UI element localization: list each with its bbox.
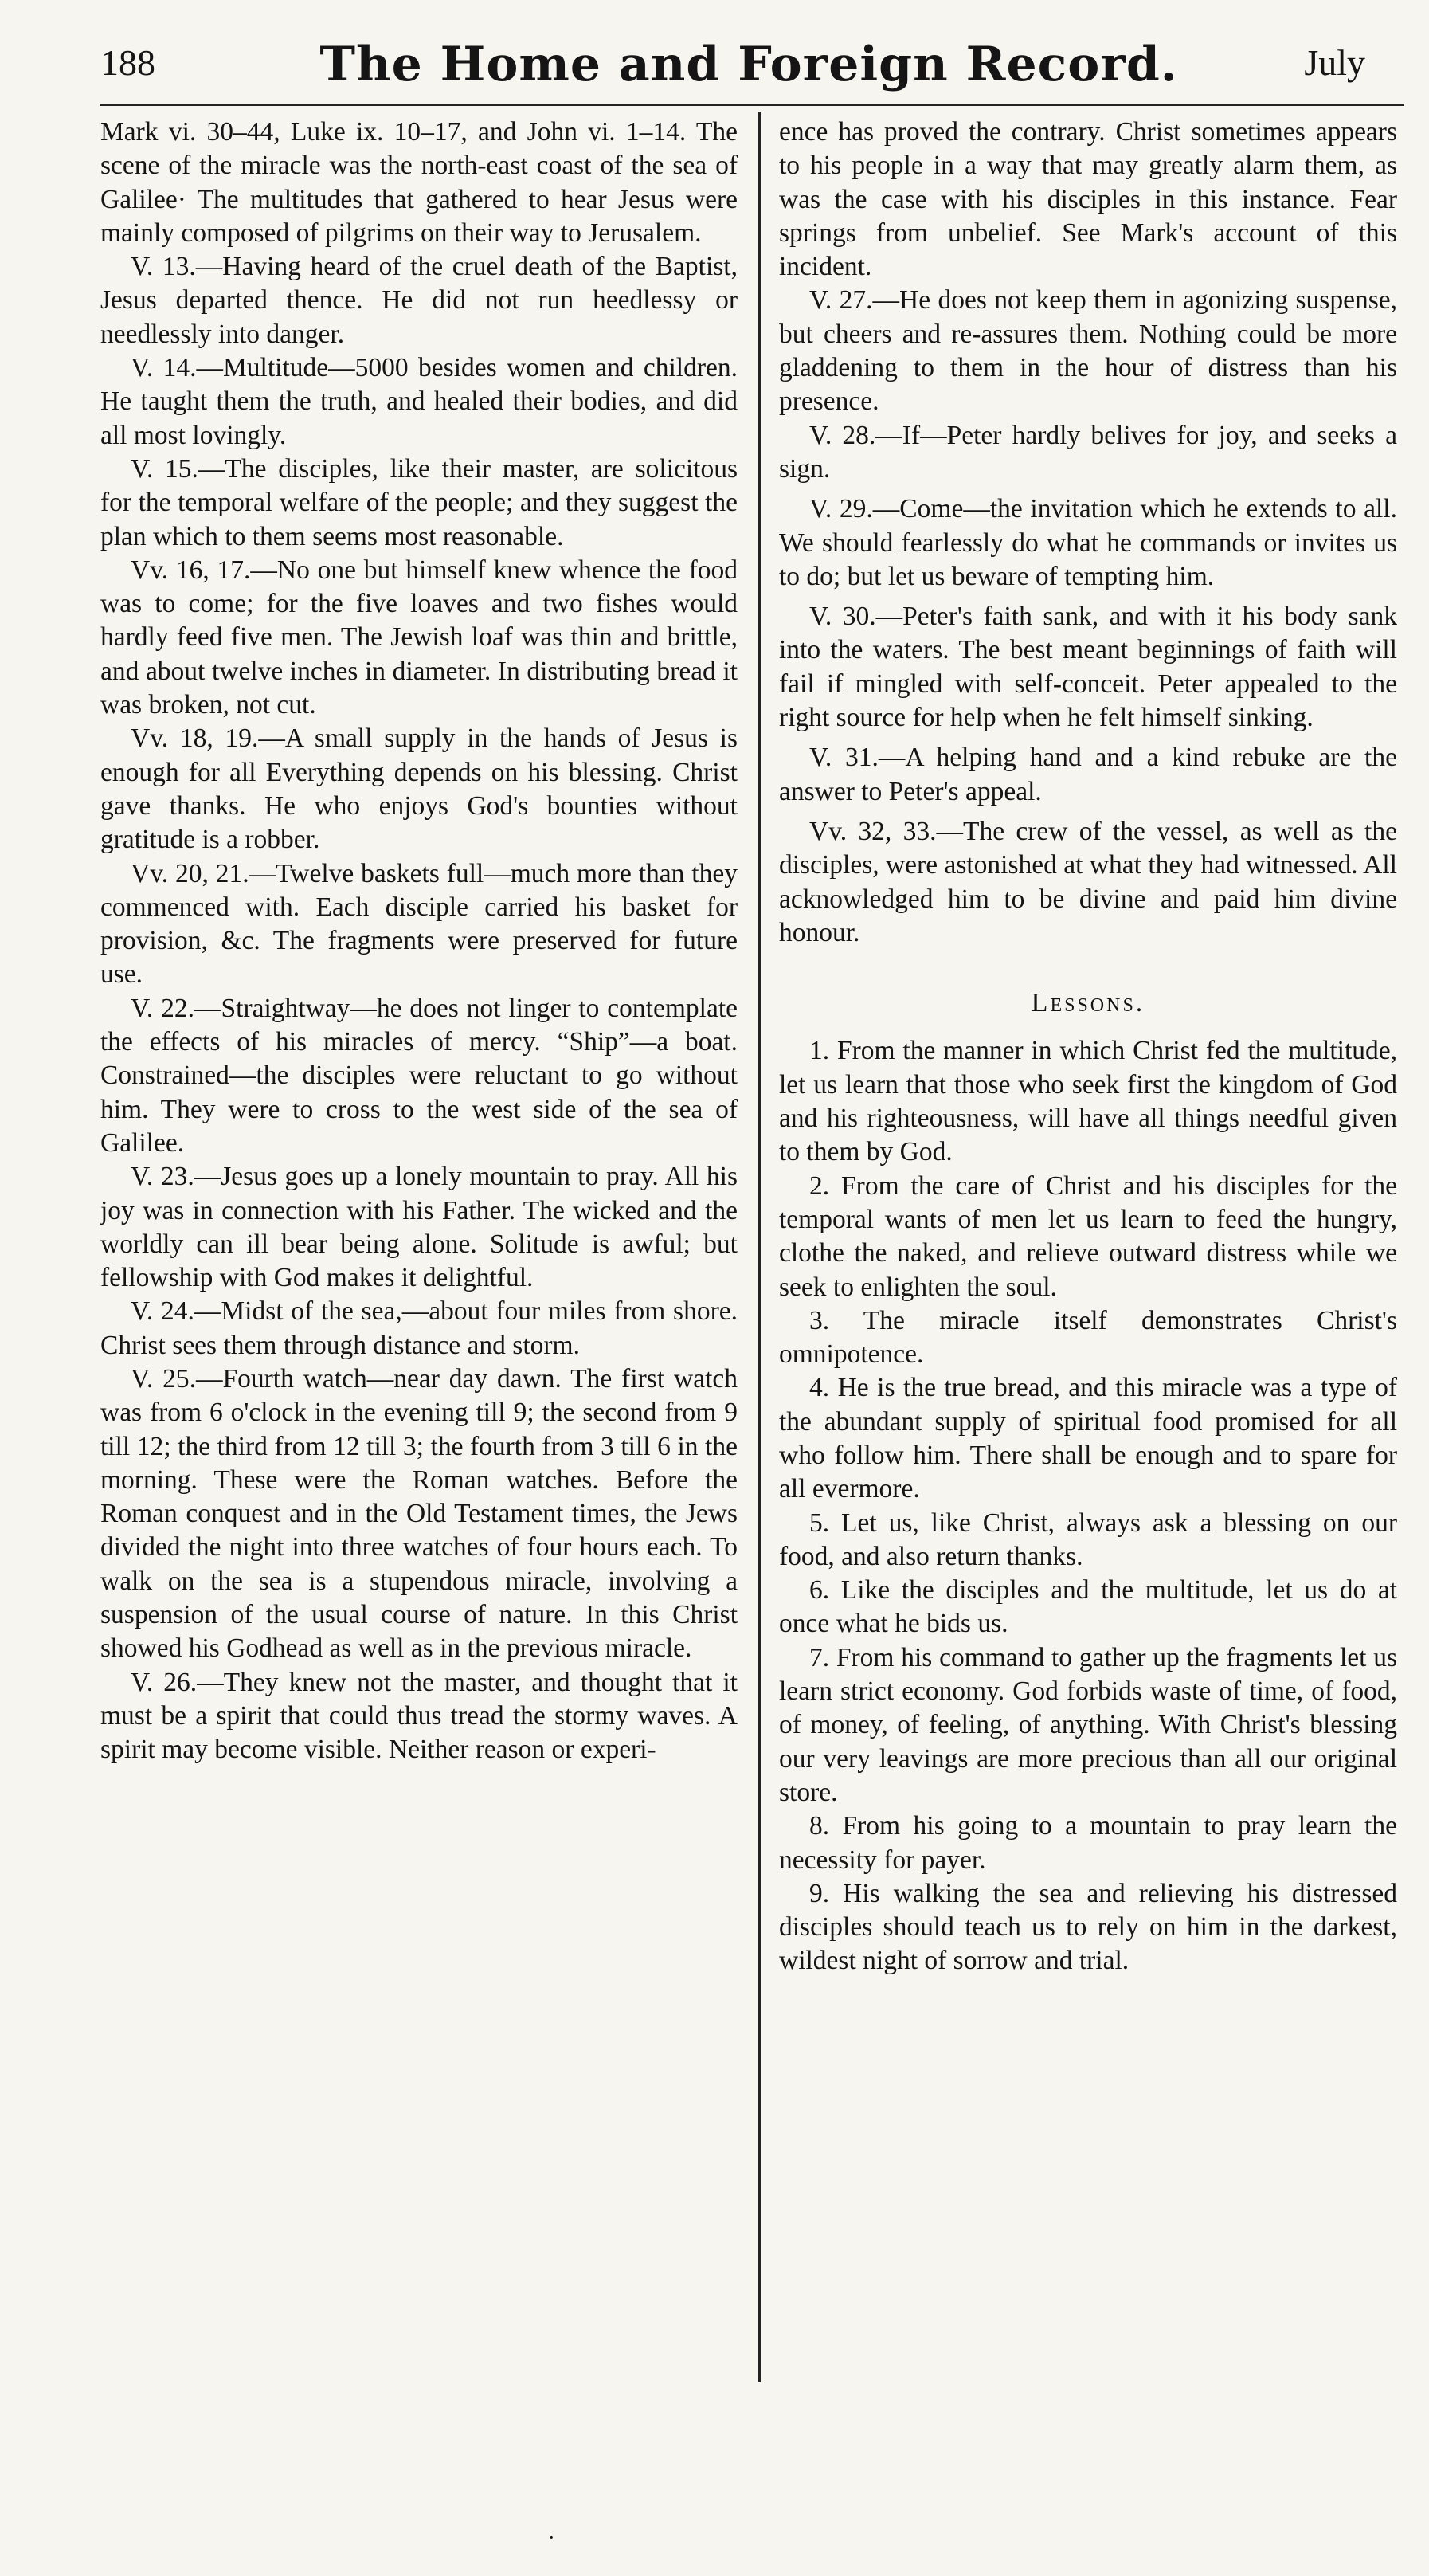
paragraph: Mark vi. 30–44, Luke ix. 10–17, and John vi. 1–14. The scene of the miracle was the north-east coast of the sea of Galilee· The multitudes that gathered to hear Jesus were mainly composed of pilgrims on their way to Jerusalem. [100, 117, 738, 248]
paragraph: V. 14.—Multitude—5000 besides women and children. He taught them the truth, and healed their bodies, and did all most lovingly. [100, 353, 738, 450]
lesson-item: 5. Let us, like Christ, always ask a blessing on our food, and also return thanks. [779, 1508, 1397, 1571]
page-number: 188 [100, 42, 155, 83]
paragraph: V. 31.—A helping hand and a kind rebuke are the answer to Peter's appeal. [779, 743, 1397, 806]
lesson-item: 4. He is the true bread, and this miracle was a type of the abundant supply of spiritual food promised for all who follow him. There shall be enough and to spare for all evermore. [779, 1373, 1397, 1504]
journal-title: The Home and Foreign Record. [319, 37, 1178, 92]
paragraph: V. 24.—Midst of the sea,—about four miles from shore. Christ sees them through distance and storm. [100, 1296, 738, 1360]
paragraph: V. 30.—Peter's faith sank, and with it his body sank into the waters. The best meant beginnings of faith will fail if mingled with self-conceit. Peter appealed to the right source for help when he felt himself sinking. [779, 602, 1397, 733]
lesson-item: 8. From his going to a mountain to pray learn the necessity for payer. [779, 1811, 1397, 1875]
paragraph: V. 29.—Come—the invitation which he extends to all. We should fearlessly do what he commands or invites us to do; but let us beware of tempting him. [779, 494, 1397, 591]
lesson-item: 3. The miracle itself demonstrates Christ's omnipotence. [779, 1305, 1397, 1370]
paragraph: V. 15.—The disciples, like their master, are solicitous for the temporal welfare of the people; and they suggest the plan which to them seems most reasonable. [100, 453, 738, 551]
paragraph: V. 27.—He does not keep them in agonizing suspense, but cheers and re-assures them. Nothing could be more gladdening to them in the hour of distress than his presence. [779, 285, 1397, 417]
paragraph: Vv. 18, 19.—A small supply in the hands of Jesus is enough for all Everything depends on his blessing. Christ gave thanks. He who enjoys God's bounties without gratitude is a robber. [100, 723, 738, 855]
footer-mark: · [548, 2526, 555, 2549]
lesson-item: 7. From his command to gather up the fragments let us learn strict economy. God forbids waste of time, of food, of money, of feeling, of anything. With Christ's blessing our very leavings are more precious than all our original store. [779, 1642, 1397, 1807]
lesson-item: 2. From the care of Christ and his disciples for the temporal wants of men let us learn to feed the hungry, clothe the naked, and relieve outward distress while we seek to enlighten the soul. [779, 1170, 1397, 1302]
paragraph: ence has proved the contrary. Christ sometimes appears to his people in a way that may greatly alarm them, as was the case with his disciples in this instance. Fear springs from unbelief. See Mark's account of this incident. [779, 117, 1397, 282]
lesson-item: 9. His walking the sea and relieving his distressed disciples should teach us to rely on him in the darkest, wildest night of sorrow and trial. [779, 1878, 1397, 1976]
paragraph: Vv. 32, 33.—The crew of the vessel, as well as the disciples, were astonished at what they had witnessed. All acknowledged him to be divine and paid him divine honour. [779, 816, 1397, 947]
paragraph: V. 13.—Having heard of the cruel death of the Baptist, Jesus departed thence. He did not run heedlessy or needlessly into danger. [100, 252, 738, 349]
paragraph: V. 26.—They knew not the master, and thought that it must be a spirit that could thus tread the stormy waves. A spirit may become visible. Neither reason or experi- [100, 1667, 738, 1765]
header-rule [100, 104, 1404, 106]
paragraph: V. 23.—Jesus goes up a lonely mountain to pray. All his joy was in connection with his Father. The wicked and the worldly can ill bear being alone. Solitude is awful; but fellowship with God makes it delightful. [100, 1162, 738, 1293]
left-column [100, 116, 738, 1767]
right-column [779, 116, 1397, 1978]
issue-month: July [1304, 42, 1365, 83]
column-divider [758, 112, 761, 2382]
paragraph: V. 28.—If—Peter hardly belives for joy, and seeks a sign. [779, 420, 1397, 484]
lesson-item: 6. Like the disciples and the multitude, let us do at once what he bids us. [779, 1575, 1397, 1639]
paragraph: V. 22.—Straightway—he does not linger to contemplate the effects of his miracles of mercy. “Ship”—a boat. Constrained—the disciples were reluctant to go without him. They were to cross to the west side of the sea of Galilee. [100, 993, 738, 1158]
lessons-heading: Lessons. [1031, 988, 1145, 1018]
paragraph: V. 25.—Fourth watch—near day dawn. The first watch was from 6 o'clock in the evening till 9; the second from 9 till 12; the third from 12 till 3; the fourth from 3 till 6 in the morning. These were the Roman watches. Before the Roman conquest and in the Old Testament times, the Jews divided the night into three watches of four hours each. To walk on the sea is a stupendous miracle, involving a suspension of the usual course of nature. In this Christ showed his Godhead as well as in the previous miracle. [100, 1363, 738, 1664]
paragraph: Vv. 20, 21.—Twelve baskets full—much more than they commenced with. Each disciple carried his basket for provision, &c. The fragments were preserved for future use. [100, 858, 738, 990]
lesson-item: 1. From the manner in which Christ fed the multitude, let us learn that those who seek first the kingdom of God and his righteousness, will have all things needful given to them by God. [779, 1036, 1397, 1167]
page-header [100, 37, 1397, 97]
paragraph: Vv. 16, 17.—No one but himself knew whence the food was to come; for the five loaves and two fishes would hardly feed five men. The Jewish loaf was thin and brittle, and about twelve inches in diameter. In distributing bread it was broken, not cut. [100, 555, 738, 720]
